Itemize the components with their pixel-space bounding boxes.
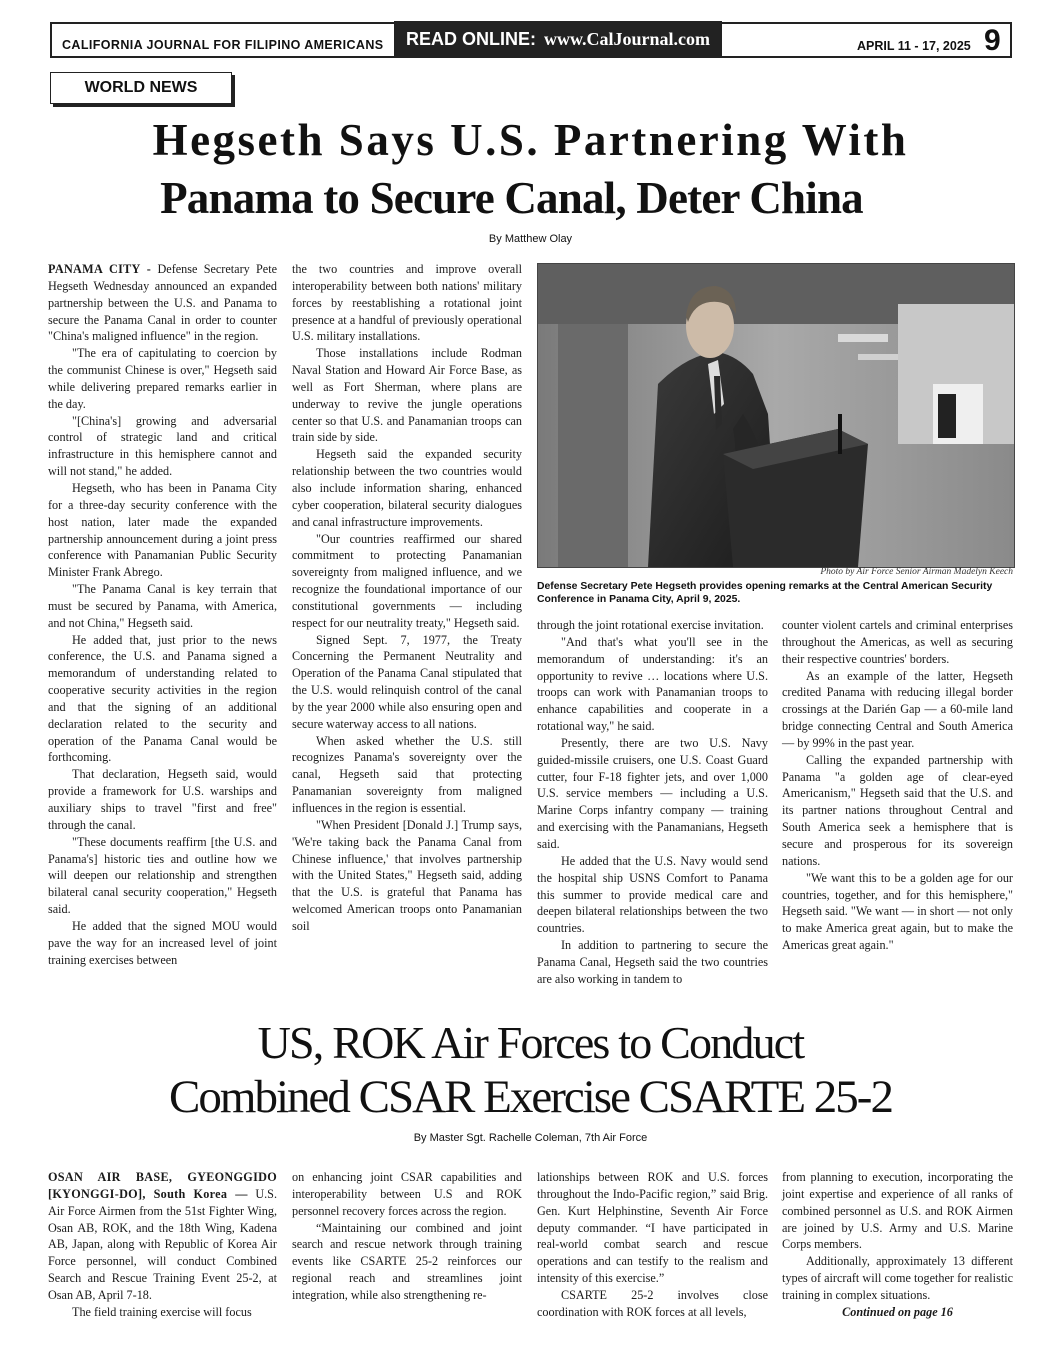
article2-dateline: OSAN AIR BASE, GYEONGGIDO [KYONGGI-DO], South Korea — xyxy=(48,1170,277,1201)
article1-paragraph: As an example of the latter, Hegseth credited Panama with reducing illegal border crossings at the Darién Gap — a 60-mile land bridge connecting Central and South America — by 99% in the past year. xyxy=(782,668,1013,750)
photo-credit: Photo by Air Force Senior Airman Madelyn Keech xyxy=(820,567,1013,577)
read-online-label: READ ONLINE: xyxy=(406,29,536,49)
article2-paragraph: CSARTE 25-2 involves close coordination with ROK forces at all levels, xyxy=(537,1287,768,1319)
article2-paragraph: Additionally, approximately 13 different types of aircraft will come together for realistic training in complex situations. xyxy=(782,1254,1013,1302)
article2-lead-text: U.S. Air Force Airmen from the 51st Fighter Wing, Osan AB, ROK, and the 18th Wing, Kadena AB, Japan, along with Republic of Korea Air Force personnel, will conduct Combined Search and Rescue Training Event 25-2, at Osan AB, April 7-18. xyxy=(48,1186,277,1302)
article1-paragraph: Those installations include Rodman Naval Station and Howard Air Force Base, as well as Fort Sherman, where plans are underway to revive the jungle operations center so that U.S. and Panamanian troops can train side by side. xyxy=(292,346,522,445)
article1-paragraph: "These documents reaffirm [the U.S. and Panama's] historic ties and outline how we will deepen our relationship and strengthen bilateral canal security cooperation," Hegseth said. xyxy=(48,834,277,917)
article1-paragraph: Calling the expanded partnership with Panama "a golden age of clear-eyed Americanism," Hegseth said that the U.S. and its partner nations throughout Central and South America seek a hemisphere that is secure and prosperous for its sovereign nations. xyxy=(782,752,1013,868)
article1-paragraph: Hegseth, who has been in Panama City for a three-day security conference with the host nation, later made the expanded partnership announcement during a joint press conference with Panamanian Public Security Minister Frank Abrego. xyxy=(48,480,277,580)
page-number: 9 xyxy=(984,24,1001,57)
section-label: WORLD NEWS xyxy=(50,72,232,104)
article1-column-2 xyxy=(292,261,522,935)
article1-headline-line1: Hegseth Says U.S. Partnering With xyxy=(152,115,909,165)
article1-byline: By Matthew Olay xyxy=(488,233,573,245)
article1-paragraph: Hegseth said the expanded security relationship between the two countries would also include information sharing, enhanced cyber cooperation, bilateral security dialogues and canal infrastructure improvements. xyxy=(292,447,522,529)
article1-column-3 xyxy=(537,617,768,988)
article1-paragraph: He added that, just prior to the news conference, the U.S. and Panama signed a memorandum of understanding related to cooperative security activities in the region and that the signing of an additional declaration related to the security and operation of the Panama Canal would be forthcoming. xyxy=(48,632,277,765)
article1-photo xyxy=(537,263,1015,568)
article1-paragraph: He added that the U.S. Navy would send the hospital ship USNS Comfort to Panama this summer to provide medical care and deepen bilateral relationships between the two countries. xyxy=(537,853,768,936)
article2-column-4 xyxy=(782,1169,1013,1321)
publication-name: CALIFORNIA JOURNAL FOR FILIPINO AMERICANS xyxy=(62,38,384,52)
read-online-url[interactable]: www.CalJournal.com xyxy=(544,29,710,49)
article2-paragraph: The field training exercise will focus xyxy=(72,1304,252,1319)
article2-headline-line1: US, ROK Air Forces to Conduct xyxy=(257,1017,804,1068)
article1-paragraph: When asked whether the U.S. still recognizes Panama's sovereignty over the canal, Hegseth said that protecting Panamanian sovereignty from maligned influences in the region is essential. xyxy=(292,733,522,815)
article1-paragraph: the two countries and improve overall interoperability between both nations' military forces by reestablishing a rotational joint presence at a handful of previously operational U.S. military installations. xyxy=(292,262,522,344)
article2-paragraph: on enhancing joint CSAR capabilities and interoperability between U.S and ROK personnel recovery forces across the region. xyxy=(292,1170,522,1218)
article1-paragraph: "And that's what you'll see in the memorandum of understanding: it's an opportunity to revive … locations where U.S. troops can work with Panamanian troops to enhance capabilities and cooperate in a rotational way," he said. xyxy=(537,634,768,734)
article1-paragraph: Presently, there are two U.S. Navy guided-missile cruisers, one U.S. Coast Guard cutter, four F-18 fighter jets, and over 1,000 U.S. service members — including a U.S. Marine Corps infantry company — training and exercising with the Panamanians, Hegseth said. xyxy=(537,735,768,851)
article1-paragraph: "When President [Donald J.] Trump says, 'We're taking back the Panama Canal from Chinese influence,' that involves partnership with the United States," Hegseth said, adding that the U.S. is grateful that Panama has welcomed American troops onto Panamanian soil xyxy=(292,817,522,933)
issue-date: APRIL 11 - 17, 2025 xyxy=(857,39,971,53)
article1-paragraph: "The Panama Canal is key terrain that must be secured by Panama, with America, and not China," Hegseth said. xyxy=(48,582,277,630)
article2-paragraph: “Maintaining our combined and joint search and rescue network through training events like CSARTE 25-2 reinforces our regional reach and streamlines joint integration, while also strengthening re- xyxy=(292,1220,522,1302)
article2-column-1 xyxy=(48,1169,277,1321)
article1-paragraph: "[China's] growing and adversarial control of strategic land and critical infrastructure in this hemisphere cannot and will not stand," he added. xyxy=(48,413,277,479)
article1-lead-text: Defense Secretary Pete Hegseth Wednesday announced an expanded partnership between the U.S. and Panama to secure the Panama Canal in order to counter "China's maligned influence" in the region. xyxy=(48,262,278,344)
article1-paragraph: through the joint rotational exercise invitation. xyxy=(537,618,764,632)
article1-paragraph: He added that the signed MOU would pave the way for an increased level of joint training exercises between xyxy=(48,918,277,967)
article1-paragraph: "We want this to be a golden age for our countries, together, and for this hemisphere," Hegseth said. "We want — in short — not only to make America great again, but to make the Americas great again." xyxy=(782,870,1013,953)
article1-column-4 xyxy=(782,617,1013,954)
article1-headline-line2: Panama to Secure Canal, Deter China xyxy=(160,173,863,223)
photo-caption: Defense Secretary Pete Hegseth provides opening remarks at the Central American Security Conference in Panama City, April 9, 2025. xyxy=(537,581,993,605)
article1-dateline: PANAMA CITY - xyxy=(48,262,152,276)
article1-paragraph: "Our countries reaffirmed our shared commitment to protecting Panamanian sovereignty from maligned influence, and we recognize the foundational importance of our constitutional governments — including respect for our neutrality treaty," Hegseth said. xyxy=(292,531,522,630)
article2-column-3 xyxy=(537,1169,768,1321)
article1-paragraph: That declaration, Hegseth said, would provide a framework for U.S. warships and auxiliary ships to travel "first and free" through the canal. xyxy=(48,767,277,832)
continued-on-link[interactable]: Continued on page 16 xyxy=(842,1304,953,1319)
article1-paragraph xyxy=(48,261,277,345)
article2-paragraph: lationships between ROK and U.S. forces throughout the Indo-Pacific region,” said Brig. Gen. Kurt Helphinstine, Seventh Air Force deputy commander. “I have participated in real-world combat search and rescue operations and can testify to the realism and intensity of this exercise.” xyxy=(537,1170,768,1286)
article2-column-2 xyxy=(292,1169,522,1304)
article1-paragraph: counter violent cartels and criminal enterprises throughout the Americas, as well as securing their respective countries' borders. xyxy=(782,618,1013,666)
article2-paragraph: from planning to execution, incorporating the joint expertise and experience of all ranks of combined personnel as U.S. and ROK Airmen are joined by U.S. Army and U.S. Marine Corps members. xyxy=(782,1170,1013,1252)
read-online-banner[interactable] xyxy=(394,21,722,58)
article1-paragraph: Signed Sept. 7, 1977, the Treaty Concerning the Permanent Neutrality and Operation of the Panama Canal stipulated that the U.S. would relinquish control of the canal by the year 2000 while also ensuring open and secure waterway access to all nations. xyxy=(292,632,522,731)
article1-paragraph: In addition to partnering to secure the Panama Canal, Hegseth said the two countries are also working in tandem to xyxy=(537,938,768,986)
article1-paragraph: "The era of capitulating to coercion by the communist Chinese is over," Hegseth said while delivering prepared remarks earlier in the day. xyxy=(48,346,277,411)
article2-paragraph xyxy=(48,1169,277,1304)
article1-column-1 xyxy=(48,261,277,968)
article2-byline: By Master Sgt. Rachelle Coleman, 7th Air Force xyxy=(413,1132,648,1144)
article2-headline-line2: Combined CSAR Exercise CSARTE 25-2 xyxy=(169,1071,892,1123)
speaker-at-podium-image xyxy=(538,264,1014,567)
